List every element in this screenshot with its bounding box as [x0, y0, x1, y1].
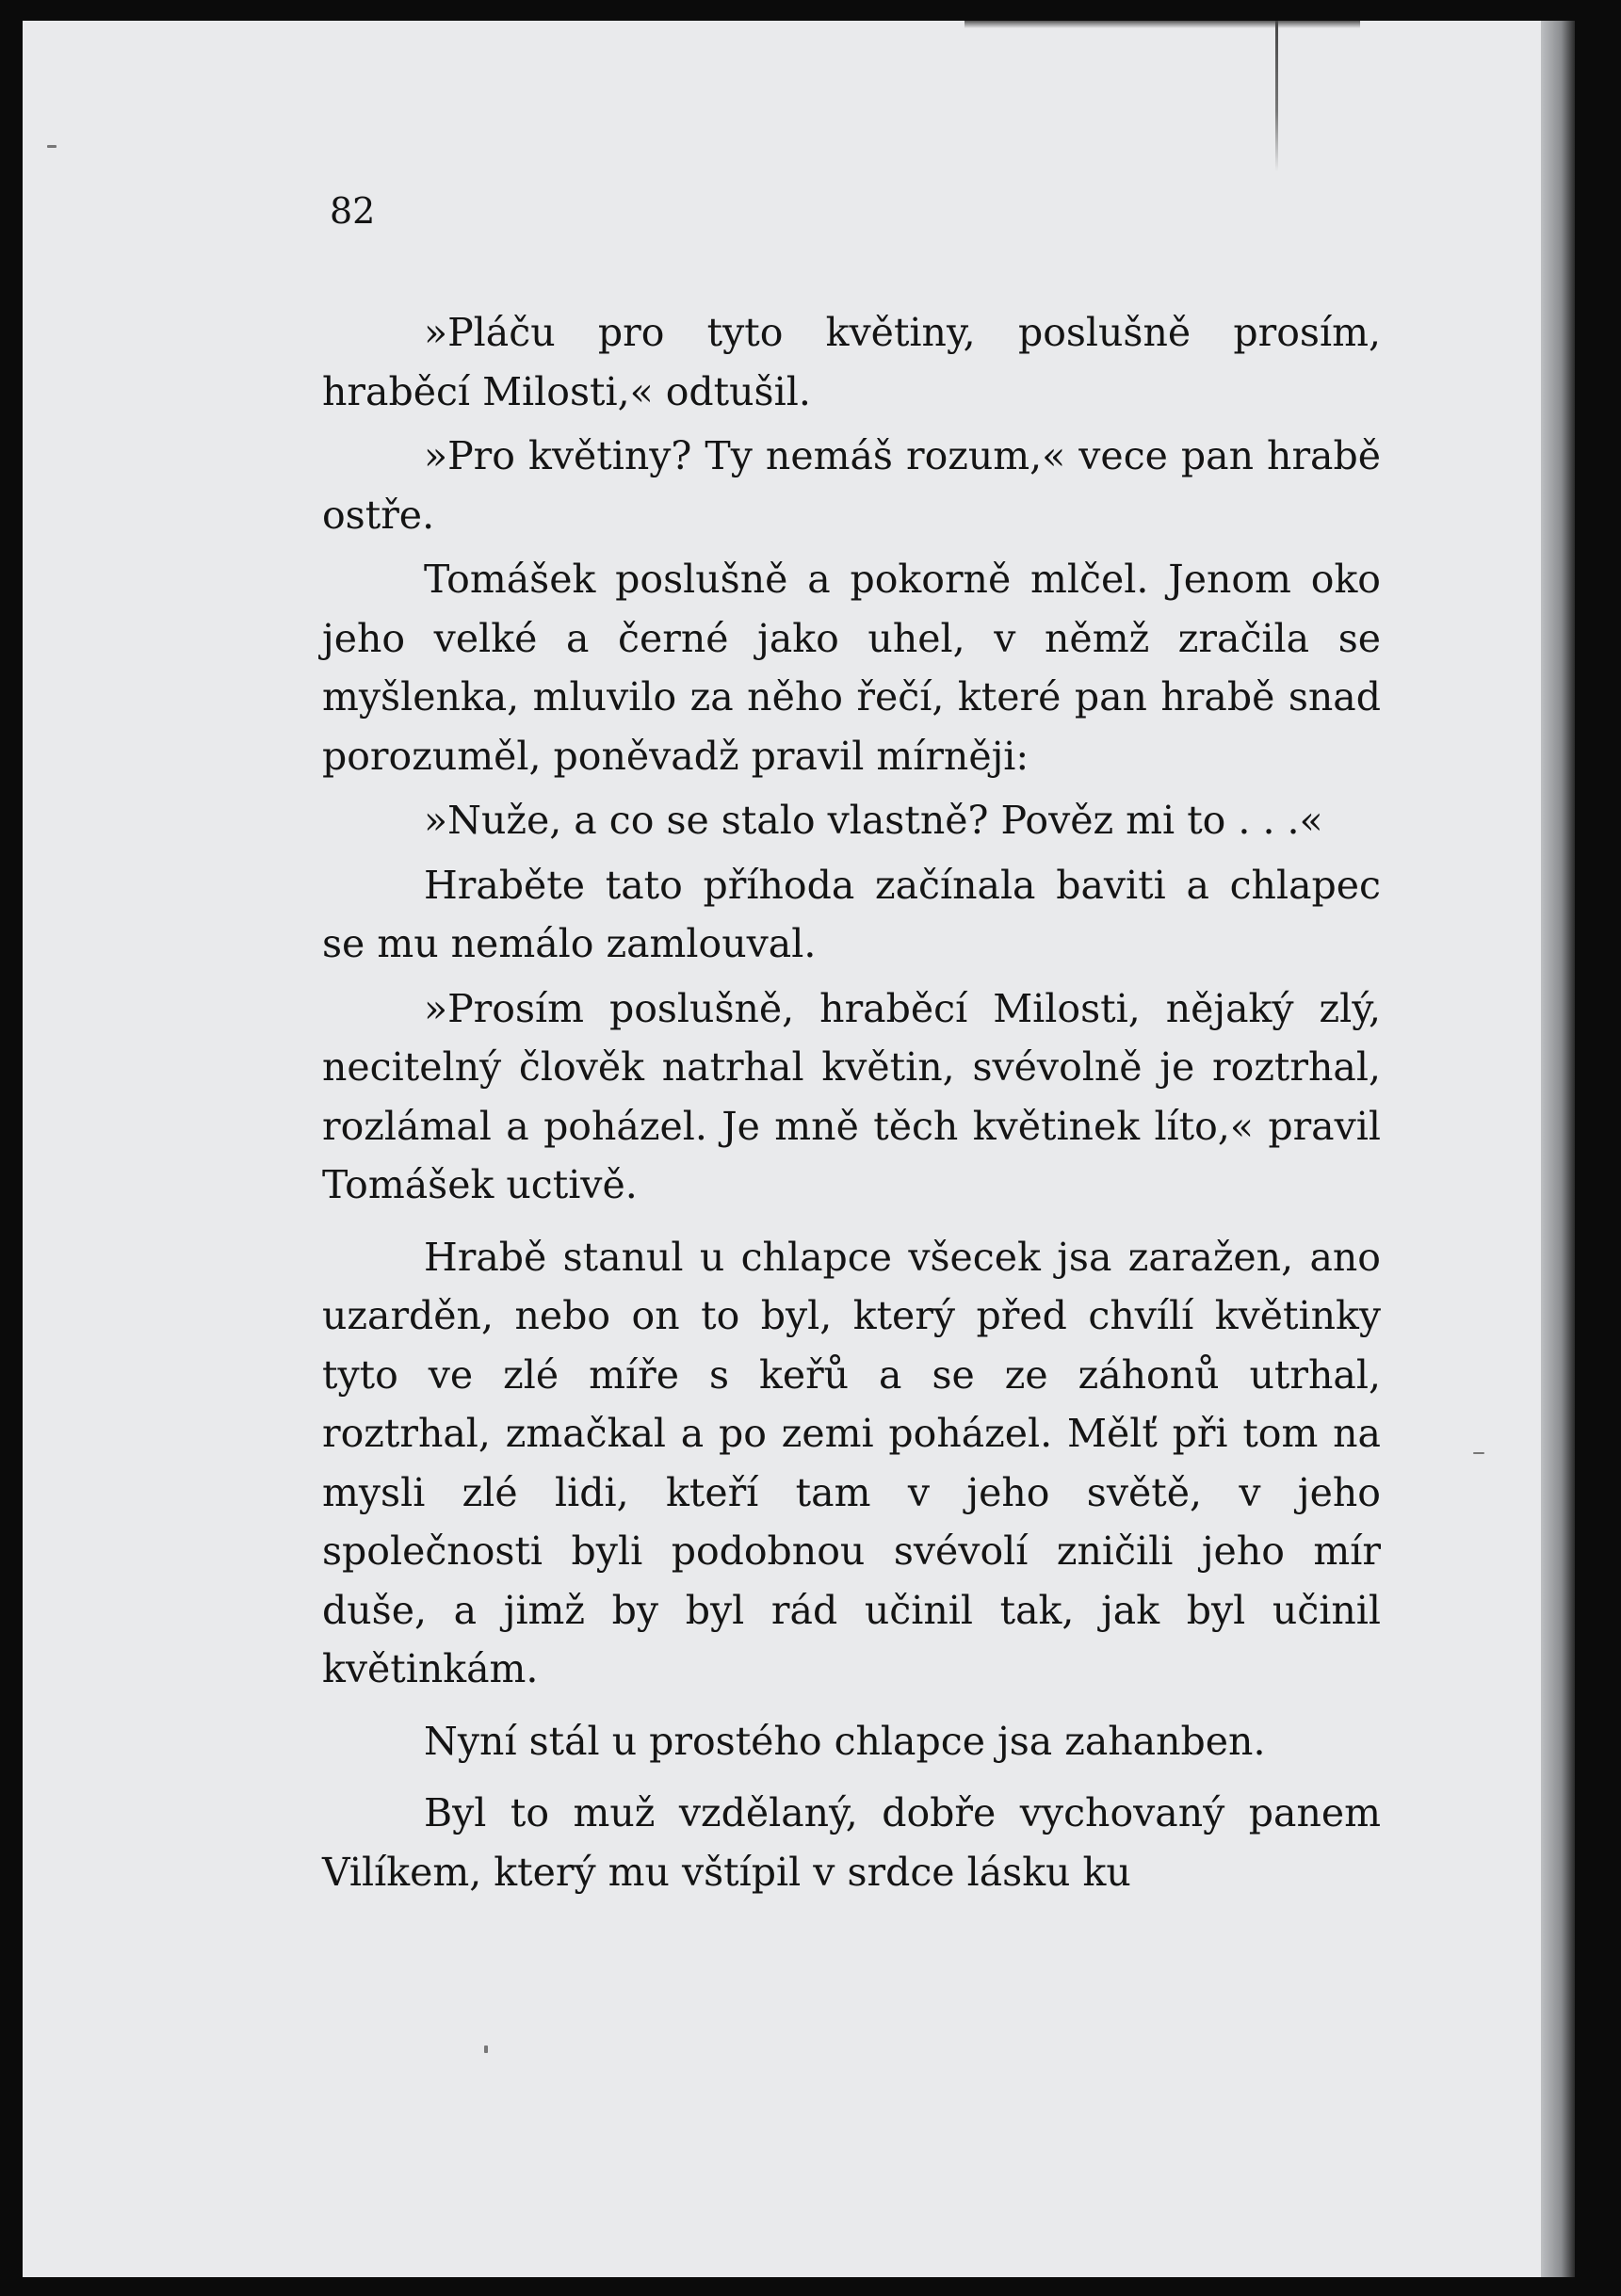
- paragraph: Byl to muž vzdělaný, dobře vychovaný panem Vilíkem, který mu vštípil v srdce lásku ku: [322, 1790, 1381, 1895]
- body-text: [322, 303, 1381, 1901]
- paragraph: »Pláču pro tyto květiny, poslušně prosím, hraběcí Milosti,« odtušil.: [322, 310, 1381, 414]
- paragraph: Hraběte tato příhoda začínala baviti a chlapec se mu nemálo zamlouval.: [322, 862, 1381, 966]
- paper-speck: [1473, 1452, 1484, 1454]
- page-crease: [1275, 21, 1278, 171]
- paragraph: Nyní stál u prostého chlapce jsa zahanben.: [424, 1718, 1266, 1764]
- paragraph: »Nuže, a co se stalo vlastně? Pověz mi to . . .«: [424, 798, 1323, 843]
- paragraph: Tomášek poslušně a pokorně mlčel. Jenom oko jeho velké a černé jako uhel, v němž zračila se myšlenka, mluvilo za něho řečí, které pan hrabě snad porozuměl, poněvadž pravil mírněji:: [322, 557, 1381, 779]
- paragraph: »Prosím poslušně, hraběcí Milosti, nějaký zlý, necitelný člověk natrhal květin, svévolně je roztrhal, rozlámal a poházel. Je mně těch květinek líto,« pravil Tomášek uctivě.: [322, 985, 1381, 1207]
- book-page: [23, 21, 1541, 2277]
- page-number: 82: [330, 190, 376, 232]
- paper-speck: [484, 2045, 488, 2053]
- paper-speck: [47, 145, 57, 148]
- paragraph: Hrabě stanul u chlapce všecek jsa zaražen, ano uzarděn, nebo on to byl, který před chvílí květinky tyto ve zlé míře s keřů a se ze záhonů utrhal, roztrhal, zmačkal a po zemi poházel. Mělť při tom na mysli zlé lidi, kteří tam v jeho světě, v jeho společnosti byli podobnou svévolí zničili jeho mír duše, a jimž by byl rád učinil tak, jak byl učinil květinkám.: [322, 1234, 1381, 1691]
- page-edge: [1541, 21, 1575, 2277]
- paragraph: »Pro květiny? Ty nemáš rozum,« vece pan hrabě ostře.: [322, 433, 1381, 538]
- scan-shadow: [964, 21, 1360, 28]
